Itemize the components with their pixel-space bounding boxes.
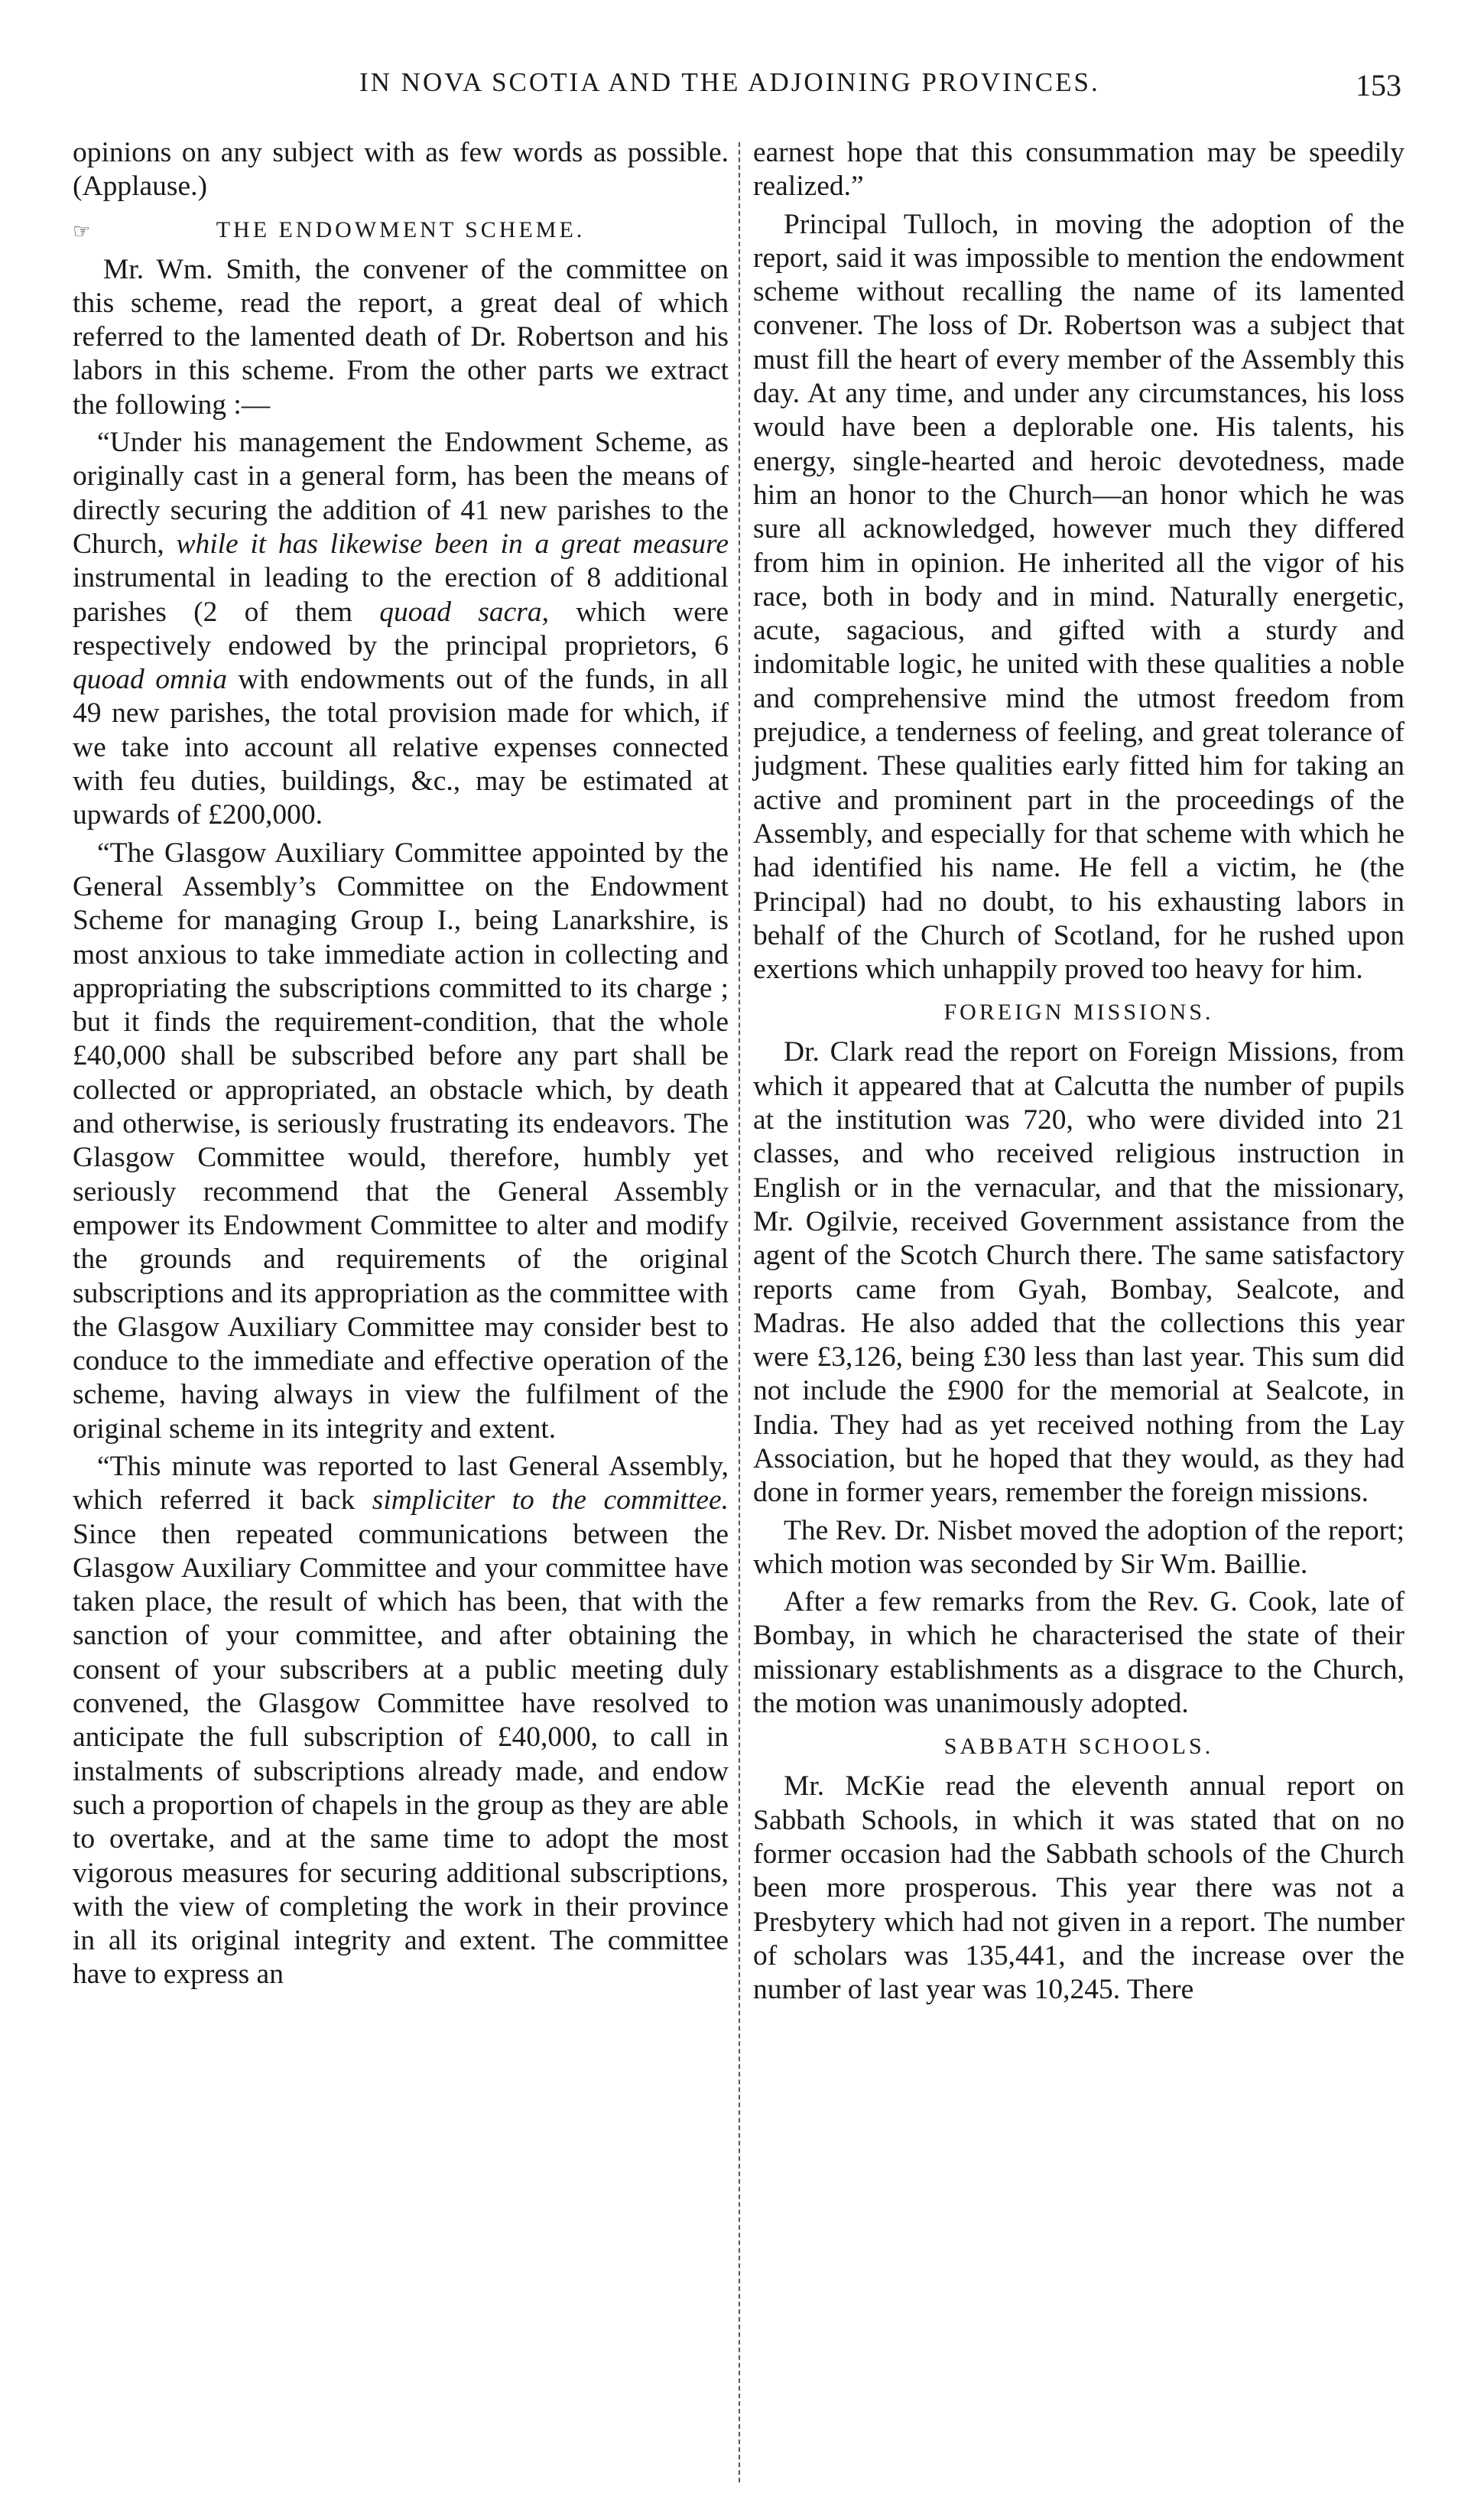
running-head: [0, 67, 1484, 113]
quote-italic: while it has likewise been in a great measure: [176, 528, 729, 560]
quote-text: with endowments out of the funds, in all 49 new parishes, the total provision made for which, if we take into account all relative expenses connected with feu duties, buildings, &c., may be estimated at upwards of £200,000.: [73, 664, 729, 831]
heading-endowment-scheme: THE ENDOWMENT SCHEME.: [216, 216, 586, 242]
quote-minute-reported: [73, 1450, 729, 1992]
quote-italic: quoad sacra,: [379, 596, 549, 628]
quote-italic: simpliciter to the committee.: [372, 1484, 729, 1517]
quote-text: “Under his management the Endowment Scheme, as originally cast in a general form, has been the means of directly securing the addition of 41 new parishes to the Church,: [73, 427, 729, 560]
quote-glasgow-committee: “The Glasgow Auxiliary Committee appointed by the General Assembly’s Committee on the Endowment Scheme for managing Group I., being Lanarkshire, is most anxious to take immediate action in collecting and appropriating the subscriptions committed to its charge ; but it finds the requirement-condition, that the whole £40,000 shall be subscribed before any part shall be collected or appropriated, an obstacle which, by death and otherwise, is seriously frustrating its endeavors. The Glasgow Committee would, therefore, humbly yet seriously recommend that the General Assembly empower its Endowment Committee to alter and modify the grounds and requirements of the original subscriptions and its appropriation as the committee with the Glasgow Auxiliary Committee may consider best to conduce to the immediate and effective operation of the scheme, having always in view the fulfilment of the original scheme in its integrity and extent.: [73, 837, 729, 1445]
quote-endowment-management: [73, 426, 729, 833]
quote-text: “This minute was reported to last General Assembly, which referred it back: [73, 1450, 729, 1517]
left-column: [73, 136, 729, 1996]
right-column: [753, 136, 1404, 2011]
paragraph-cook: After a few remarks from the Rev. G. Cook, late of Bombay, in which he characterised the state of their missionary establishments as a disgrace to the Church, the motion was unanimously adopted.: [753, 1586, 1404, 1720]
paragraph-smith-report: Mr. Wm. Smith, the convener of the committee on this scheme, read the report, a great deal of which referred to the lamented death of Dr. Robertson and his labors in this scheme. From the other parts we extract the following :—: [73, 253, 729, 421]
quote-text: instrumental in leading to the erection of 8 additional parishes (2 of them: [73, 562, 729, 628]
paragraph-tulloch: Principal Tulloch, in moving the adoption of the report, said it was impossible to mention the endowment scheme without recalling the name of its lamented convener. The loss of Dr. Robertson was a subject that must fill the heart of every member of the Assembly this day. At any time, and under any circumstances, his loss would have been a deplorable one. His talents, his energy, single-hearted and heroic devotedness, made him an honor to the Church—an honor which he was sure all acknowledged, however much they differed from him in opinion. He inherited all the vigor of his race, both in body and in mind. Naturally energetic, acute, sagacious, and gifted with a sturdy and indomitable logic, he united with these qualities a noble and comprehensive mind the utmost freedom from prejudice, a tenderness of feeling, and great tolerance of judgment. These qualities early fitted him for taking an active and prominent part in the proceedings of the Assembly, and especially for that scheme with which he had identified his name. He fell a victim, he (the Principal) had no doubt, to his exhausting labors in behalf of the Church of Scotland, for he rushed upon exertions which unhappily proved too heavy for him.: [753, 208, 1404, 986]
heading-foreign-missions: FOREIGN MISSIONS.: [943, 1000, 1214, 1026]
paragraph-continuation: earnest hope that this consummation may be speedily realized.”: [753, 137, 1404, 203]
paragraph-clark-report: Dr. Clark read the report on Foreign Missions, from which it appeared that at Calcutta the number of pupils at the institution was 720, who were divided into 21 classes, and who received religious instruction in English or in the vernacular, and that the missionary, Mr. Ogilvie, received Government assistance from the agent of the Scotch Church there. The same satisfactory reports came from Gyah, Bombay, Sealcote, and Madras. He also added that the collections this year were £3,126, being £30 less than last year. This sum did not include the £900 for the memorial at Sealcote, in India. They had as yet received nothing from the Lay Association, but he hoped that they would, as they had done in former years, remember the foreign missions.: [753, 1036, 1404, 1509]
column-divider: [739, 142, 740, 2482]
paragraph-mckie-report: Mr. McKie read the eleventh annual report on Sabbath Schools, in which it was stated that on no former occasion had the Sabbath schools of the Church been more prosperous. This year there was not a Presbytery which had not given in a report. The number of scholars was 135,441, and the increase over the number of last year was 10,245. There: [753, 1770, 1404, 2006]
paragraph-intro: opinions on any subject with as few words as possible. (Applause.): [73, 137, 729, 203]
quote-text: Since then repeated communications between the Glasgow Auxiliary Committee and your committee have taken place, the result of which has been, that with the sanction of your committee, and after obtaining the consent of your subscribers at a public meeting duly convened, the Glasgow Committee have resolved to anticipate the full subscription of £40,000, to call in instalments of subscriptions already made, and endow such a proportion of chapels in the group as they are able to overtake, and at the same time to adopt the most vigorous measures for securing additional subscriptions, with the view of completing the work in their province in all its original integrity and extent. The committee have to express an: [73, 1518, 729, 1991]
quote-italic: quoad omnia: [73, 664, 227, 696]
quote-text: which were respectively endowed by the principal proprietors, 6: [73, 596, 729, 662]
pointing-hand-icon: ☞: [73, 219, 91, 243]
heading-sabbath-schools: SABBATH SCHOOLS.: [943, 1734, 1214, 1760]
running-title: IN NOVA SCOTIA AND THE ADJOINING PROVINCES.: [359, 67, 1100, 97]
paragraph-nisbet: The Rev. Dr. Nisbet moved the adoption of the report; which motion was seconded by Sir Wm. Baillie.: [753, 1514, 1404, 1580]
page-number: 153: [1356, 68, 1401, 102]
endowment-heading-block: [73, 215, 729, 245]
